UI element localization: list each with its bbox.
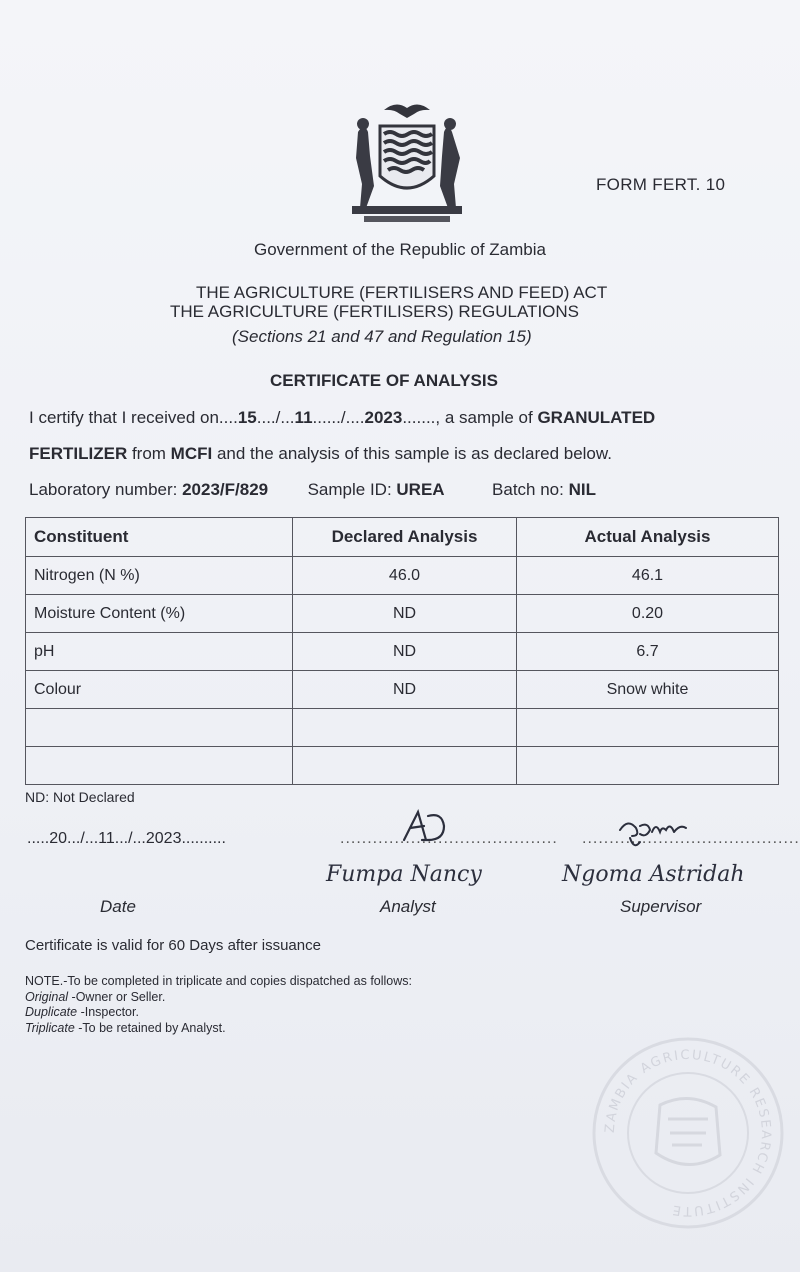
actual-cell: 46.1 — [517, 557, 779, 595]
statement-from: from — [127, 444, 171, 463]
lab-number: 2023/F/829 — [182, 480, 269, 499]
supervisor-initials-signature — [616, 812, 690, 852]
seal-lettering: ZAMBIA AGRICULTURE RESEARCH INSTITUTE — [602, 1047, 774, 1219]
batch-label: Batch no: — [492, 480, 569, 499]
sections-reference: (Sections 21 and 47 and Regulation 15) — [232, 327, 532, 346]
table-row — [26, 557, 779, 595]
certificate-title: CERTIFICATE OF ANALYSIS — [270, 371, 498, 390]
batch-number: NIL — [568, 480, 596, 499]
date-separator: ....../.... — [312, 408, 365, 427]
analyst-signature-line: ........................................ — [340, 830, 558, 847]
analyst-initials-signature — [398, 806, 460, 846]
product-name-part1: GRANULATED — [537, 408, 656, 427]
lab-number-label: Laboratory number: — [29, 480, 183, 499]
actual-cell: Snow white — [517, 671, 779, 709]
column-header: Constituent — [26, 518, 293, 557]
actual-cell: 6.7 — [517, 633, 779, 671]
received-day: 15 — [237, 408, 257, 427]
distribution-note — [25, 974, 412, 1036]
table-row-empty — [26, 709, 779, 747]
constituent-cell: Colour — [26, 671, 293, 709]
column-header: Declared Analysis — [293, 518, 517, 557]
declared-cell — [293, 747, 517, 785]
constituent-cell — [26, 709, 293, 747]
date-label: Date — [100, 897, 136, 916]
regulations-title: THE AGRICULTURE (FERTILISERS) REGULATIONS — [170, 302, 580, 321]
note-triplicate-text: -To be retained by Analyst. — [74, 1020, 226, 1035]
declared-cell: ND — [293, 671, 517, 709]
constituent-cell: Moisture Content (%) — [26, 595, 293, 633]
table-row — [26, 633, 779, 671]
product-name-part2: FERTILIZER — [29, 444, 128, 463]
embossed-seal — [590, 1035, 786, 1231]
analysis-table — [25, 517, 779, 785]
issue-date: .....20.../...11.../...2023.......... — [27, 830, 226, 847]
declared-cell — [293, 709, 517, 747]
supervisor-name: Ngoma Astridah — [562, 862, 745, 887]
received-month: 11 — [294, 408, 313, 427]
act-title: THE AGRICULTURE (FERTILISERS AND FEED) ACT — [196, 283, 608, 302]
actual-cell — [517, 709, 779, 747]
note-original-label: Original — [25, 989, 69, 1004]
supervisor-label: Supervisor — [620, 897, 702, 916]
declared-cell: ND — [293, 595, 517, 633]
note-original-text: -Owner or Seller. — [68, 989, 166, 1004]
date-separator: ..../... — [256, 408, 295, 427]
sample-id: UREA — [396, 480, 445, 499]
constituent-cell: Nitrogen (N %) — [26, 557, 293, 595]
declared-cell: ND — [293, 633, 517, 671]
form-number: FORM FERT. 10 — [596, 175, 726, 194]
government-heading: Government of the Republic of Zambia — [254, 240, 546, 259]
note-duplicate — [25, 1005, 412, 1021]
note-duplicate-label: Duplicate — [25, 1005, 78, 1019]
actual-cell: 0.20 — [517, 595, 779, 633]
note-duplicate-text: -Inspector. — [77, 1005, 139, 1019]
declared-cell: 46.0 — [293, 557, 517, 595]
note-original — [25, 990, 412, 1006]
nd-footnote: ND: Not Declared — [25, 789, 135, 805]
statement-line-1 — [29, 408, 655, 428]
table-row — [26, 595, 779, 633]
table-row-empty — [26, 747, 779, 785]
validity-statement: Certificate is valid for 60 Days after issuance — [25, 937, 321, 954]
sample-id-label: Sample ID: — [307, 480, 397, 499]
analyst-label: Analyst — [380, 897, 436, 916]
statement-suffix: and the analysis of this sample is as declared below. — [212, 444, 612, 463]
constituent-cell — [26, 747, 293, 785]
constituent-cell: pH — [26, 633, 293, 671]
column-header: Actual Analysis — [517, 518, 779, 557]
coat-of-arms-emblem — [344, 96, 470, 226]
supplier-name: MCFI — [170, 444, 213, 463]
actual-cell — [517, 747, 779, 785]
analyst-name: Fumpa Nancy — [326, 862, 482, 887]
table-header-row — [26, 518, 779, 557]
statement-prefix: I certify that I received on.... — [29, 408, 238, 427]
table-row — [26, 671, 779, 709]
statement-mid: ......., a sample of — [402, 408, 538, 427]
note-heading: NOTE.-To be completed in triplicate and copies dispatched as follows: — [25, 974, 412, 988]
lab-details-line — [29, 480, 596, 500]
note-triplicate-label: Triplicate — [25, 1020, 75, 1035]
note-triplicate — [25, 1021, 412, 1037]
received-year: 2023 — [364, 408, 403, 427]
supervisor-signature-line: ........................................ — [582, 830, 800, 847]
statement-line-2 — [29, 444, 612, 464]
